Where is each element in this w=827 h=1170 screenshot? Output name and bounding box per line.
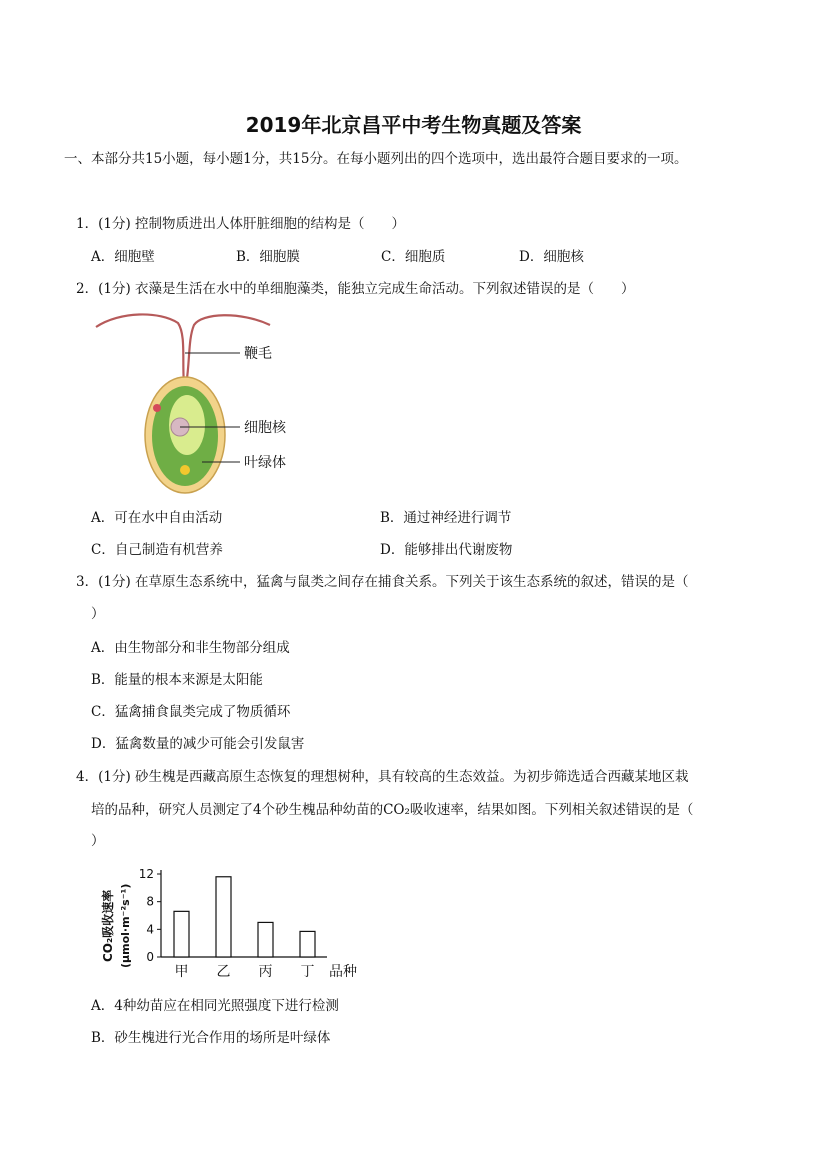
- chlamydomonas-figure: [90, 305, 320, 505]
- bar-3: [258, 922, 273, 957]
- q2-option-b: B．通过神经进行调节: [380, 510, 512, 526]
- label-nucleus: 细胞核: [244, 420, 286, 436]
- bar-1: [174, 911, 189, 957]
- q3-option-c: C．猛禽捕食鼠类完成了物质循环: [91, 704, 291, 720]
- y-tick-label: 12: [138, 867, 154, 881]
- q1-option-c: C．细胞质: [381, 249, 446, 265]
- y-tick-label: 0: [146, 950, 154, 964]
- x-category-label: 甲: [174, 964, 189, 980]
- question-3-stem-line2: ）: [91, 606, 105, 622]
- chart-bars: [174, 877, 315, 957]
- q2-option-d: D．能够排出代谢废物: [380, 542, 513, 558]
- x-category-label: 丙: [258, 964, 273, 980]
- y-axis-label-line1: CO₂吸收速率: [101, 889, 115, 962]
- q1-option-b: B．细胞膜: [236, 249, 300, 265]
- q2-option-a: A．可在水中自由活动: [91, 510, 223, 526]
- question-4-stem-line2: 培的品种，研究人员测定了4个砂生槐品种幼苗的CO₂吸收速率，结果如图。下列相关叙述错误的是（: [91, 802, 694, 818]
- section-intro: 一、本部分共15小题，每小题1分，共15分。在每小题列出的四个选项中，选出最符合题目要求的一项。: [64, 151, 688, 167]
- q3-option-a: A．由生物部分和非生物部分组成: [91, 640, 290, 656]
- question-3-stem-line1: 3．(1分) 在草原生态系统中，猛禽与鼠类之间存在捕食关系。下列关于该生态系统的叙述，错误的是（: [76, 574, 689, 590]
- q1-option-d: D．细胞核: [519, 249, 584, 265]
- question-4-stem-line1: 4．(1分) 砂生槐是西藏高原生态恢复的理想树种，具有较高的生态效益。为初步筛选适合西藏某地区栽: [76, 769, 689, 785]
- x-category-label: 丁: [300, 964, 315, 980]
- y-axis-label-line2: (μmol·m⁻²s⁻¹): [119, 883, 132, 968]
- q1-option-a: A．细胞壁: [91, 249, 155, 265]
- chart-labels: [139, 867, 357, 980]
- q3-option-b: B．能量的根本来源是太阳能: [91, 672, 263, 688]
- x-category-label: 乙: [216, 964, 231, 980]
- question-2-stem: 2．(1分) 衣藻是生活在水中的单细胞藻类，能独立完成生命活动。下列叙述错误的是（ ）: [76, 281, 635, 297]
- y-tick-label: 8: [146, 894, 154, 909]
- label-flagellum: 鞭毛: [244, 346, 272, 362]
- pyrenoid: [180, 465, 190, 475]
- bar-2: [216, 877, 231, 957]
- q4-option-a: A．4种幼苗应在相同光照强度下进行检测: [91, 998, 339, 1014]
- y-tick-label: 4: [146, 922, 154, 937]
- bar-4: [300, 931, 315, 957]
- co2-absorption-chart: [95, 862, 375, 984]
- x-axis-label: 品种: [329, 964, 357, 980]
- q3-option-d: D．猛禽数量的减少可能会引发鼠害: [91, 736, 305, 752]
- flagellum-left: [96, 314, 184, 385]
- question-1-stem: 1．(1分) 控制物质进出人体肝脏细胞的结构是（ ）: [76, 216, 406, 232]
- page-title: 2019年北京昌平中考生物真题及答案: [245, 113, 582, 137]
- label-chloroplast: 叶绿体: [244, 455, 286, 471]
- question-4-stem-line3: ）: [91, 833, 105, 849]
- q4-option-b: B．砂生槐进行光合作用的场所是叶绿体: [91, 1030, 331, 1046]
- eyespot: [153, 404, 161, 412]
- q2-option-c: C．自己制造有机营养: [91, 542, 223, 558]
